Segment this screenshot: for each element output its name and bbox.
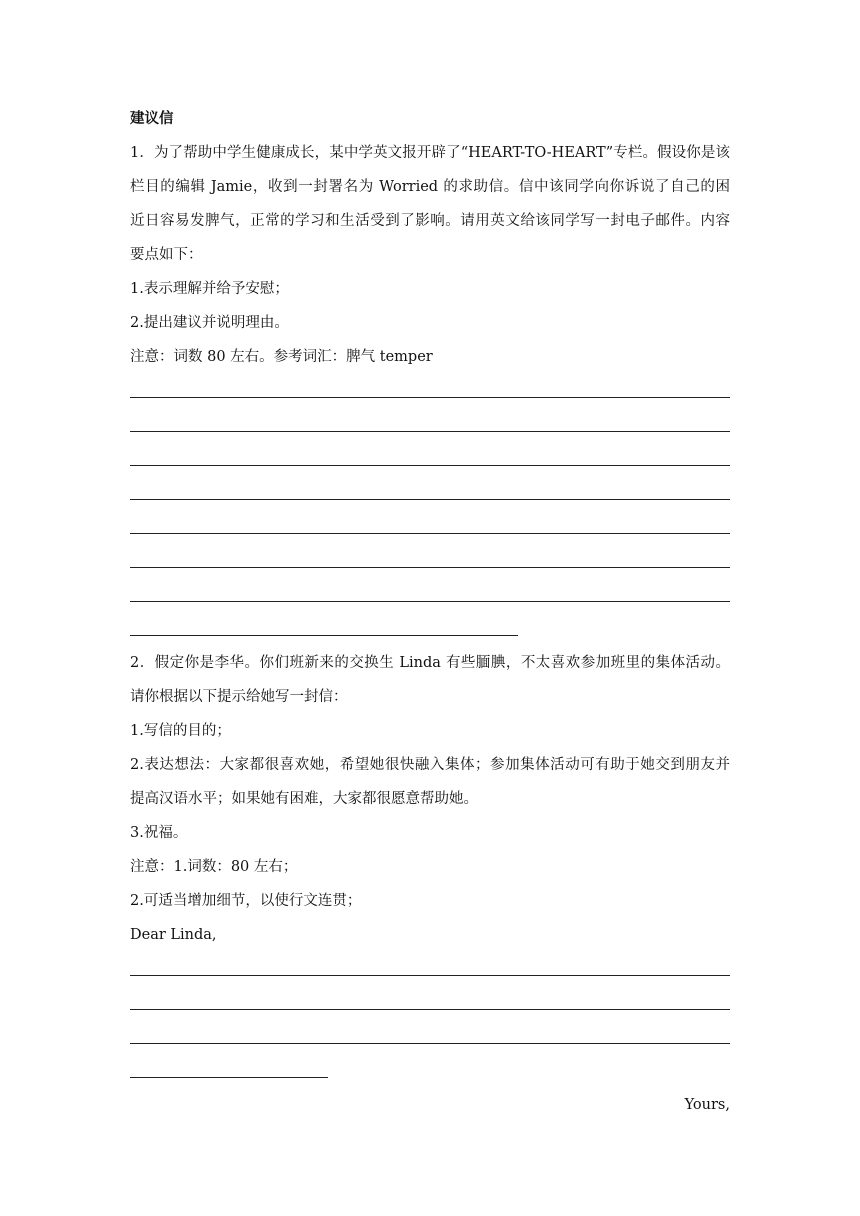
document-page <box>130 102 730 1122</box>
q2-point-2-line-1: 2.表达想法：大家都很喜欢她，希望她很快融入集体；参加集体活动可有助于她交到朋友并 <box>130 757 730 773</box>
q1-prompt-line-2: 栏目的编辑 Jamie，收到一封署名为 Worried 的求助信。信中该同学向你诉说了自己的困 <box>130 179 730 195</box>
q2-point-1: 1.写信的目的； <box>130 723 231 739</box>
q1-prompt-line-1: 1．为了帮助中学生健康成长，某中学英文报开辟了“HEART-TO-HEART”专栏。假设你是该 <box>130 145 730 161</box>
q2-point-2-line-2: 提高汉语水平；如果她有困难，大家都很愿意帮助她。 <box>130 791 478 807</box>
q2-answer-line[interactable] <box>130 952 730 986</box>
q2-note-1: 注意：1.词数：80 左右； <box>130 859 298 875</box>
q2-prompt-line-2: 请你根据以下提示给她写一封信： <box>130 689 348 705</box>
q2-answer-line-short[interactable] <box>130 1054 730 1088</box>
q2-answer-line[interactable] <box>130 1020 730 1054</box>
q1-answer-line[interactable] <box>130 510 730 544</box>
q2-note-2: 2.可适当增加细节，以使行文连贯； <box>130 893 362 909</box>
q1-answer-line-short[interactable] <box>130 612 730 646</box>
letter-closing: Yours, <box>684 1097 730 1113</box>
q1-point-2: 2.提出建议并说明理由。 <box>130 315 289 331</box>
q2-point-3: 3.祝福。 <box>130 825 188 841</box>
q1-answer-line[interactable] <box>130 544 730 578</box>
section-heading: 建议信 <box>130 110 174 127</box>
q1-answer-line[interactable] <box>130 476 730 510</box>
q1-prompt-line-3: 近日容易发脾气，正常的学习和生活受到了影响。请用英文给该同学写一封电子邮件。内容 <box>130 213 730 229</box>
letter-salutation: Dear Linda, <box>130 927 217 943</box>
q1-answer-line[interactable] <box>130 578 730 612</box>
q2-answer-line[interactable] <box>130 986 730 1020</box>
q1-note: 注意：词数 80 左右。参考词汇：脾气 temper <box>130 349 433 365</box>
q1-answer-line[interactable] <box>130 374 730 408</box>
q2-prompt-line-1: 2．假定你是李华。你们班新来的交换生 Linda 有些腼腆，不太喜欢参加班里的集体活动。 <box>130 655 730 671</box>
q1-answer-line[interactable] <box>130 408 730 442</box>
q1-answer-line[interactable] <box>130 442 730 476</box>
q1-prompt-line-4: 要点如下： <box>130 247 203 263</box>
q1-point-1: 1.表示理解并给予安慰； <box>130 281 289 297</box>
